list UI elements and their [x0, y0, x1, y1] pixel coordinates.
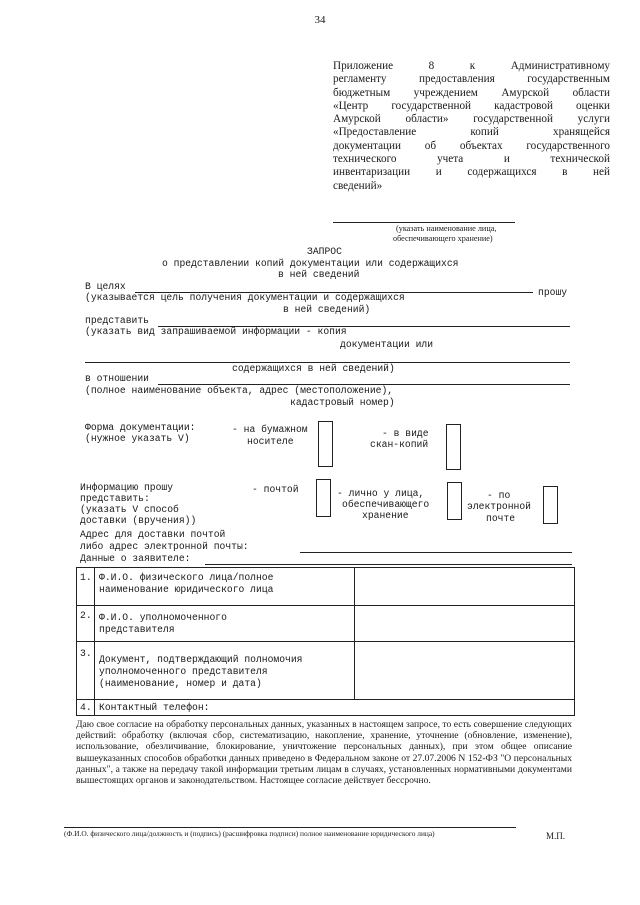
post-option-label: - почтой	[252, 484, 299, 495]
request-subtitle: в ней сведений	[278, 269, 360, 280]
object-hint: кадастровый номер)	[290, 397, 395, 408]
scan-option-label: скан-копий	[370, 439, 429, 450]
purpose-ask: прошу	[538, 287, 568, 298]
recipient-hint: (указать наименование лица,	[396, 224, 497, 233]
purpose-label: В целях	[85, 281, 126, 292]
personal-option-label: - лично у лица,	[337, 488, 425, 499]
scan-option-label: - в виде	[382, 428, 429, 439]
paper-option-label: - на бумажном	[232, 424, 308, 435]
provide-hint: содержащихся в ней сведений)	[232, 363, 395, 374]
applicant-data-label: Данные о заявителе:	[80, 553, 191, 564]
annex-line: «Центр государственной кадастровой оценки	[333, 99, 610, 112]
provide-label: представить	[85, 315, 149, 326]
signature-line[interactable]	[64, 827, 516, 828]
annex-header	[333, 60, 610, 193]
annex-line: инвентаризации и содержащихся в ней	[333, 166, 610, 179]
address-label: Адрес для доставки почтой	[80, 529, 226, 540]
doc-form-label: Форма документации:	[85, 422, 196, 433]
row-label: Ф.И.О. физического лица/полное наименование юридического лица	[95, 568, 355, 606]
personal-checkbox[interactable]	[447, 482, 462, 520]
consent-text: Даю свое согласие на обработку персональных данных, указанных в настоящем запросе, то есть совершение следующих действий: обработку (включая сбор, систематизацию, накопление, хранение, уточнение (обновление, изменение), использование, обезличивание, блокирование, уничтожение персональных данных), при этом общее описание вышеуказанных способов обработки данных приведено в Федеральном законе от 27.07.2006 N 152-ФЗ "О персональных данных", а также на передачу такой информации третьим лицам в случаях, установленных нормативными документами вышестоящих органов и законодательством. Настоящее согласие действует бессрочно.	[76, 719, 572, 787]
email-option-label: почте	[486, 513, 516, 524]
request-subtitle: о представлении копий документации или содержащихся	[162, 258, 459, 269]
applicant-table	[76, 567, 575, 716]
row-number: 4.	[77, 700, 95, 716]
page-number: 34	[314, 14, 326, 26]
paper-option-label: носителе	[247, 436, 294, 447]
personal-option-label: хранение	[362, 510, 409, 521]
doc-form-hint: (нужное указать V)	[85, 433, 190, 444]
representative-field[interactable]	[355, 606, 575, 642]
full-name-field[interactable]	[355, 568, 575, 606]
annex-line: Приложение 8 к Административному	[333, 60, 610, 72]
post-checkbox[interactable]	[316, 479, 331, 517]
annex-line: бюджетным учреждением Амурской области	[333, 86, 610, 99]
contact-phone-field[interactable]: Контактный телефон:	[95, 700, 575, 716]
paper-checkbox[interactable]	[318, 421, 333, 467]
request-title: ЗАПРОС	[307, 246, 342, 257]
scan-checkbox[interactable]	[446, 424, 461, 470]
delivery-hint: доставки (вручения))	[80, 515, 197, 526]
personal-option-label: обеспечивающего	[342, 499, 430, 510]
recipient-line[interactable]	[333, 222, 515, 223]
authority-document-field[interactable]	[355, 642, 575, 700]
row-number: 2.	[77, 606, 95, 642]
address-input-line[interactable]	[300, 552, 572, 553]
annex-line: регламенту предоставления государственным	[333, 73, 610, 86]
applicant-underline	[205, 564, 572, 565]
annex-line: сведений»	[333, 179, 383, 192]
row-number: 3.	[77, 642, 95, 700]
provide-hint: документации или	[340, 339, 434, 350]
email-option-label: электронной	[467, 501, 531, 512]
email-option-label: - по	[487, 490, 511, 501]
table-row	[77, 606, 575, 642]
delivery-hint: (указать V способ	[80, 504, 179, 515]
annex-line: «Предоставление копий хранящейся	[333, 126, 610, 139]
table-row	[77, 568, 575, 606]
table-row	[77, 642, 575, 700]
purpose-hint: в ней сведений)	[283, 304, 371, 315]
annex-line: Амурской области» государственной услуги	[333, 113, 610, 126]
row-label: Документ, подтверждающий полномочия уполномоченного представителя (наименование, номер и дата)	[95, 642, 355, 700]
row-number: 1.	[77, 568, 95, 606]
recipient-hint: обеспечивающего хранение)	[393, 234, 493, 243]
stamp-place: М.П.	[546, 831, 566, 841]
signature-caption: (Ф.И.О. физического лица/должность и (подпись) (расшифровка подписи) полное наименование юридического лица)	[64, 829, 435, 838]
email-checkbox[interactable]	[543, 486, 558, 524]
row-label: Ф.И.О. уполномоченного представителя	[95, 606, 355, 642]
delivery-label: Информацию прошу	[80, 482, 174, 493]
annex-line: технического учета и технической	[333, 153, 610, 166]
annex-line: документации об объектах государственного	[333, 139, 610, 152]
table-row	[77, 700, 575, 716]
purpose-hint: (указывается цель получения документации и содержащихся	[85, 292, 405, 303]
object-hint: (полное наименование объекта, адрес (местоположение),	[85, 385, 394, 396]
provide-hint: (указать вид запрашиваемой информации - копия	[85, 326, 347, 337]
object-label: в отношении	[85, 373, 149, 384]
delivery-label: представить:	[80, 493, 150, 504]
address-label: либо адрес электронной почты:	[80, 541, 249, 552]
